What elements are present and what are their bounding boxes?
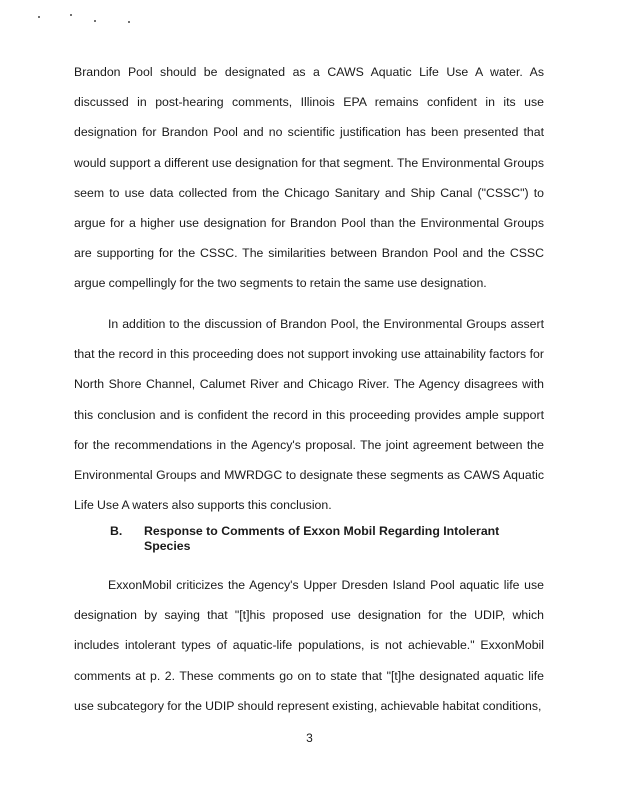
section-heading-letter: B. xyxy=(110,524,123,538)
paragraph-exxonmobil: ExxonMobil criticizes the Agency's Upper Dresden Island Pool aquatic life use designation by saying that "[t]his proposed use designation for the UDIP, which includes intolerant types of aquatic-life populations, is not achievable." ExxonMobil comments at p. 2. These comments go on to state that "[t]he designated aquatic life use subcategory for the UDIP should represent existing, achievable habitat conditions, xyxy=(74,578,544,713)
scan-specks xyxy=(38,14,138,24)
page-number: 3 xyxy=(306,731,313,745)
scan-speck xyxy=(70,14,72,16)
scan-speck xyxy=(128,21,130,23)
paragraph-brandon-pool: Brandon Pool should be designated as a CAWS Aquatic Life Use A water. As discussed in post-hearing comments, Illinois EPA remains confident in its use designation for Brandon Pool and no scientific justification has been presented that would support a different use designation for that segment. The Environmental Groups seem to use data collected from the Chicago Sanitary and Ship Canal ("CSSC") to argue for a higher use designation for Brandon Pool than the Environmental Groups are supporting for the CSSC. The similarities between Brandon Pool and the CSSC argue compellingly for the two segments to retain the same use designation. xyxy=(74,65,544,291)
paragraph-use-attainability: In addition to the discussion of Brandon Pool, the Environmental Groups assert that the record in this proceeding does not support invoking use attainability factors for North Shore Channel, Calumet River and Chicago River. The Agency disagrees with this conclusion and is confident the record in this proceeding provides ample support for the recommendations in the Agency's proposal. The joint agreement between the Environmental Groups and MWRDGC to designate these segments as CAWS Aquatic Life Use A waters also supports this conclusion. xyxy=(74,317,544,513)
scan-speck xyxy=(94,20,96,22)
section-heading-title: Response to Comments of Exxon Mobil Regarding Intolerant Species xyxy=(144,524,500,553)
scan-speck xyxy=(38,16,40,18)
